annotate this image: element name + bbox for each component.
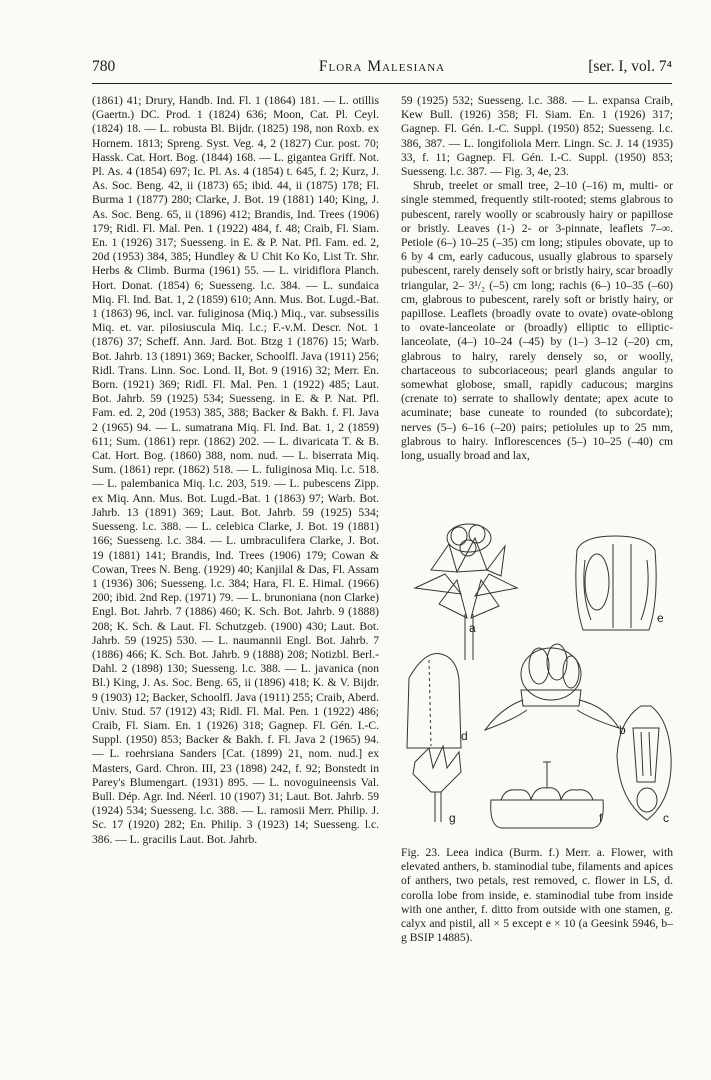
drawing-f xyxy=(491,762,604,828)
page-header xyxy=(92,58,672,80)
series-volume: [ser. I, vol. 7⁴ xyxy=(588,58,672,75)
drawing-d xyxy=(407,654,461,749)
label-c: c xyxy=(663,811,669,825)
drawing-a xyxy=(415,524,517,660)
figure-drawings xyxy=(401,510,673,835)
label-e: e xyxy=(657,611,664,625)
label-a: a xyxy=(469,621,476,635)
label-d: d xyxy=(461,729,468,743)
left-column xyxy=(92,94,379,1032)
drawing-b xyxy=(485,644,619,730)
botanical-figure xyxy=(401,510,673,835)
drawing-e xyxy=(576,536,656,630)
figure-caption: Fig. 23. Leea indica (Burm. f.) Merr. a. Flower, with elevated anthers, b. staminodial tube, filaments and apices of anthers, two petals, rest removed, c. flower in LS, d. corolla lobe from inside, e. staminodial tube from inside with one anther, f. ditto from outside with one stamen, g. calyx and pistil, all × 5 except e × 10 (a Geesink 5946, b–g BSIP 14885). xyxy=(401,846,673,945)
page-number: 780 xyxy=(92,58,116,75)
header-rule xyxy=(92,83,672,84)
synonymy-text: (1861) 41; Drury, Handb. Ind. Fl. 1 (1864) 181. — L. otillis (Gaertn.) DC. Prod. 1 (1824) 636; Moon, Cat. Pl. Ceyl. (1824) 18. — L. robusta Bl. Bijdr. (1825) 198, non Roxb. ex Hornem. 1813; Spreng. Syst. Veg. 4, 2 (1827) Cur. post. 70; Hassk. Cat. Hort. Bog. (1844) 168. — L. gigantea Griff. Not. Pl. As. 4 (1854) 697; Ic. Pl. As. 4 (1854) t. 645, f. 2; Kurz, J. As. Soc. Beng. 42, ii (1873) 65; ibid. 44, ii (1875) 178; Fl. Burma 1 (1877) 280; Clarke, J. Bot. 19 (1881) 140; King, J. As. Soc. Beng. 65, ii (1896) 412; Brandis, Ind. Trees (1906) 179; Ridl. Fl. Mal. Pen. 1 (1922) 484, f. 48; Craib, Fl. Siam. En. 1 (1926) 317; Suesseng. in E. & P. Nat. Pfl. Fam. ed. 2, 20d (1953) 384, 385; Hundley & U Chit Ko Ko, List Tr. Shr. Herbs & Climb. Burma (1961) 55. — L. viridiflora Planch. Hort. Donat. (1854) 6; Suesseng. l.c. 384. — L. sundaica Miq. Fl. Ind. Bat. 1, 2 (1859) 610; Ann. Mus. Bot. Lugd.-Bat. 1 (1863) 96, incl. var. fuliginosa (Miq.) Miq., var. subsessilis Miq. et. var. pilosiuscula Miq. l.c.; F.-v.M. Descr. Not. 1 (1876) 37; Scheff. Ann. Jard. Bot. Btzg 1 (1876) 15; Warb. Bot. Jahrb. 13 (1891) 369; Backer, Schoolfl. Java (1911) 256; Ridl. Trans. Linn. Soc. Lond. II, Bot. 9 (1916) 32; Merr. En. Born. (1921) 369; Ridl. Fl. Mal. Pen. 1 (1922) 485; Laut. Bot. Jahrb. 59 (1925) 534; Suesseng. in E. & P. Nat. Pfl. Fam. ed. 2, 20d (1953) 385, 388; Backer & Bakh. f. Fl. Java 2 (1965) 94. — L. sumatrana Miq. Fl. Ind. Bat. 1, 2 (1859) 611; Sum. (1861) repr. (1862) 202. — L. divaricata T. & B. Cat. Hort. Bog. (1860) 388, nom. nud. — L. biserrata Miq. Sum. (1861) repr. (1862) 518. — L. fuliginosa Miq. l.c. 518. — L. palembanica Miq. l.c. 203, 519. — L. pubescens Zipp. ex Miq. Ann. Mus. Bot. Lugd.-Bat. 1 (1863) 97; Warb. Bot. Jahrb. 13 (1891) 369; Laut. Bot. Jahrb. 59 (1925) 534; Suesseng. l.c. 388. — L. celebica Clarke, J. Bot. 19 (1881) 166; Suesseng. l.c. 384. — L. umbraculifera Clarke, J. Bot. 19 (1881) 141; Brandis, Ind. Trees (1906) 179; Cowan & Cowan, Trees N. Beng. (1929) 40; Kanjilal & Das, Fl. Assam 1 (1936) 306; Suesseng. l.c. 384; Hara, Fl. E. Himal. (1966) 200; ibid. 2nd Rep. (1971) 79. — L. brunoniana (non Clarke) Engl. Bot. Jahrb. 7 (1886) 460; K. Sch. Bot. Jahrb. 9 (1888) 208; K. Sch. & Laut. Fl. Schutzgeb. (1900) 430; Laut. Bot. Jahrb. 59 (1925) 530. — L. naumannii Engl. Bot. Jahrb. 7 (1886) 466; K. Sch. Bot. Jahrb. 9 (1888) 208; Notizbl. Berl.-Dahl. 2 (1898) 130; Suesseng. l.c. 388. — L. javanica (non Bl.) King, J. As. Soc. Beng. 65, ii (1896) 418; K. & V. Bijdr. 9 (1903) 12; Backer, Schoolfl. Java (1911) 255; Craib, Aberd. Univ. Stud. 57 (1912) 43; Ridl. Fl. Mal. Pen. 1 (1922) 486; Craib, Fl. Siam. En. 1 (1926) 318; Gagnep. Fl. Gén. I.-C. Suppl. (1950) 853; Backer & Bakh. f. Fl. Java 2 (1965) 94. — L. roehrsiana Sanders [Cat. (1899) 21, nom. nud.] ex Masters, Gard. Chron. III, 23 (1898) 242, f. 92; Bonstedt in Parey's Blumengart. (1931) 895. — L. novoguineensis Val. Bull. Dép. Agr. Ind. Néerl. 10 (1907) 31; Laut. Bot. Jahrb. 59 (1924) 534; Suesseng. l.c. 388. — L. ramosii Merr. Philip. J. Sc. 17 (1920) 282; En. Philip. 3 (1923) 14; Suesseng. l.c. 386. — L. gracilis Laut. Bot. Jahrb. xyxy=(92,94,379,846)
right-column xyxy=(401,94,673,526)
label-f: f xyxy=(599,811,603,825)
synonymy-continuation: 59 (1925) 532; Suesseng. l.c. 388. — L. expansa Craib, Kew Bull. (1926) 358; Fl. Siam. En. 1 (1926) 317; Gagnep. Fl. Gén. I.-C. Suppl. (1950) 852; Suesseng. l.c. 386, 387. — L. longifoliola Merr. Lingn. Sc. J. 14 (1935) 33, f. 11; Gagnep. Fl. Gén. I.-C. Suppl. (1950) 853; Suesseng. l.c. 387. — Fig. 3, 4e, 23. xyxy=(401,94,673,179)
journal-title: Flora Malesiana xyxy=(318,58,446,75)
species-description: Shrub, treelet or small tree, 2–10 (–16) m, multi- or single stemmed, frequently stilt-rooted; stems glabrous to pubescent, rarely woolly or scabrously hairy or papillose or bristly. Leaves (1-) 2- or 3-pinnate, leaflets 7–∞. Petiole (6–) 10–25 (–35) cm long; stipules obovate, up to 6 by 4 cm, early caducous, usually glabrous to sparsely pubescent, rarely densely soft or bristly hairy, scar broadly triangular, 2– 3¹/₂ (–5) cm long; rachis (6–) 10–35 (–60) cm, glabrous to pubescent, rarely soft or bristly hairy, or papillose. Leaflets (broadly ovate to ovate) ovate-oblong to ovate-lanceolate or (broadly) elliptic to elliptic-lanceolate, (4–) 10–24 (–45) by (1–) 3–12 (–20) cm, glabrous to hairy, rarely densely so, or woolly, chartaceous to subcoriaceous; pearl glands angular to somewhat globose, small, rapidly caducous; margins (crenate to) serrate to shallowly dentate; apex acute to acuminate; base cuneate to rounded (to subcordate); nerves (5–) 6–16 (–20) pairs; petiolules up to 25 mm, glabrous to hairy. Inflorescences (5–) 10–25 (–40) cm long, usually broad and lax, xyxy=(401,179,673,463)
label-b: b xyxy=(619,723,626,737)
label-g: g xyxy=(449,811,456,825)
